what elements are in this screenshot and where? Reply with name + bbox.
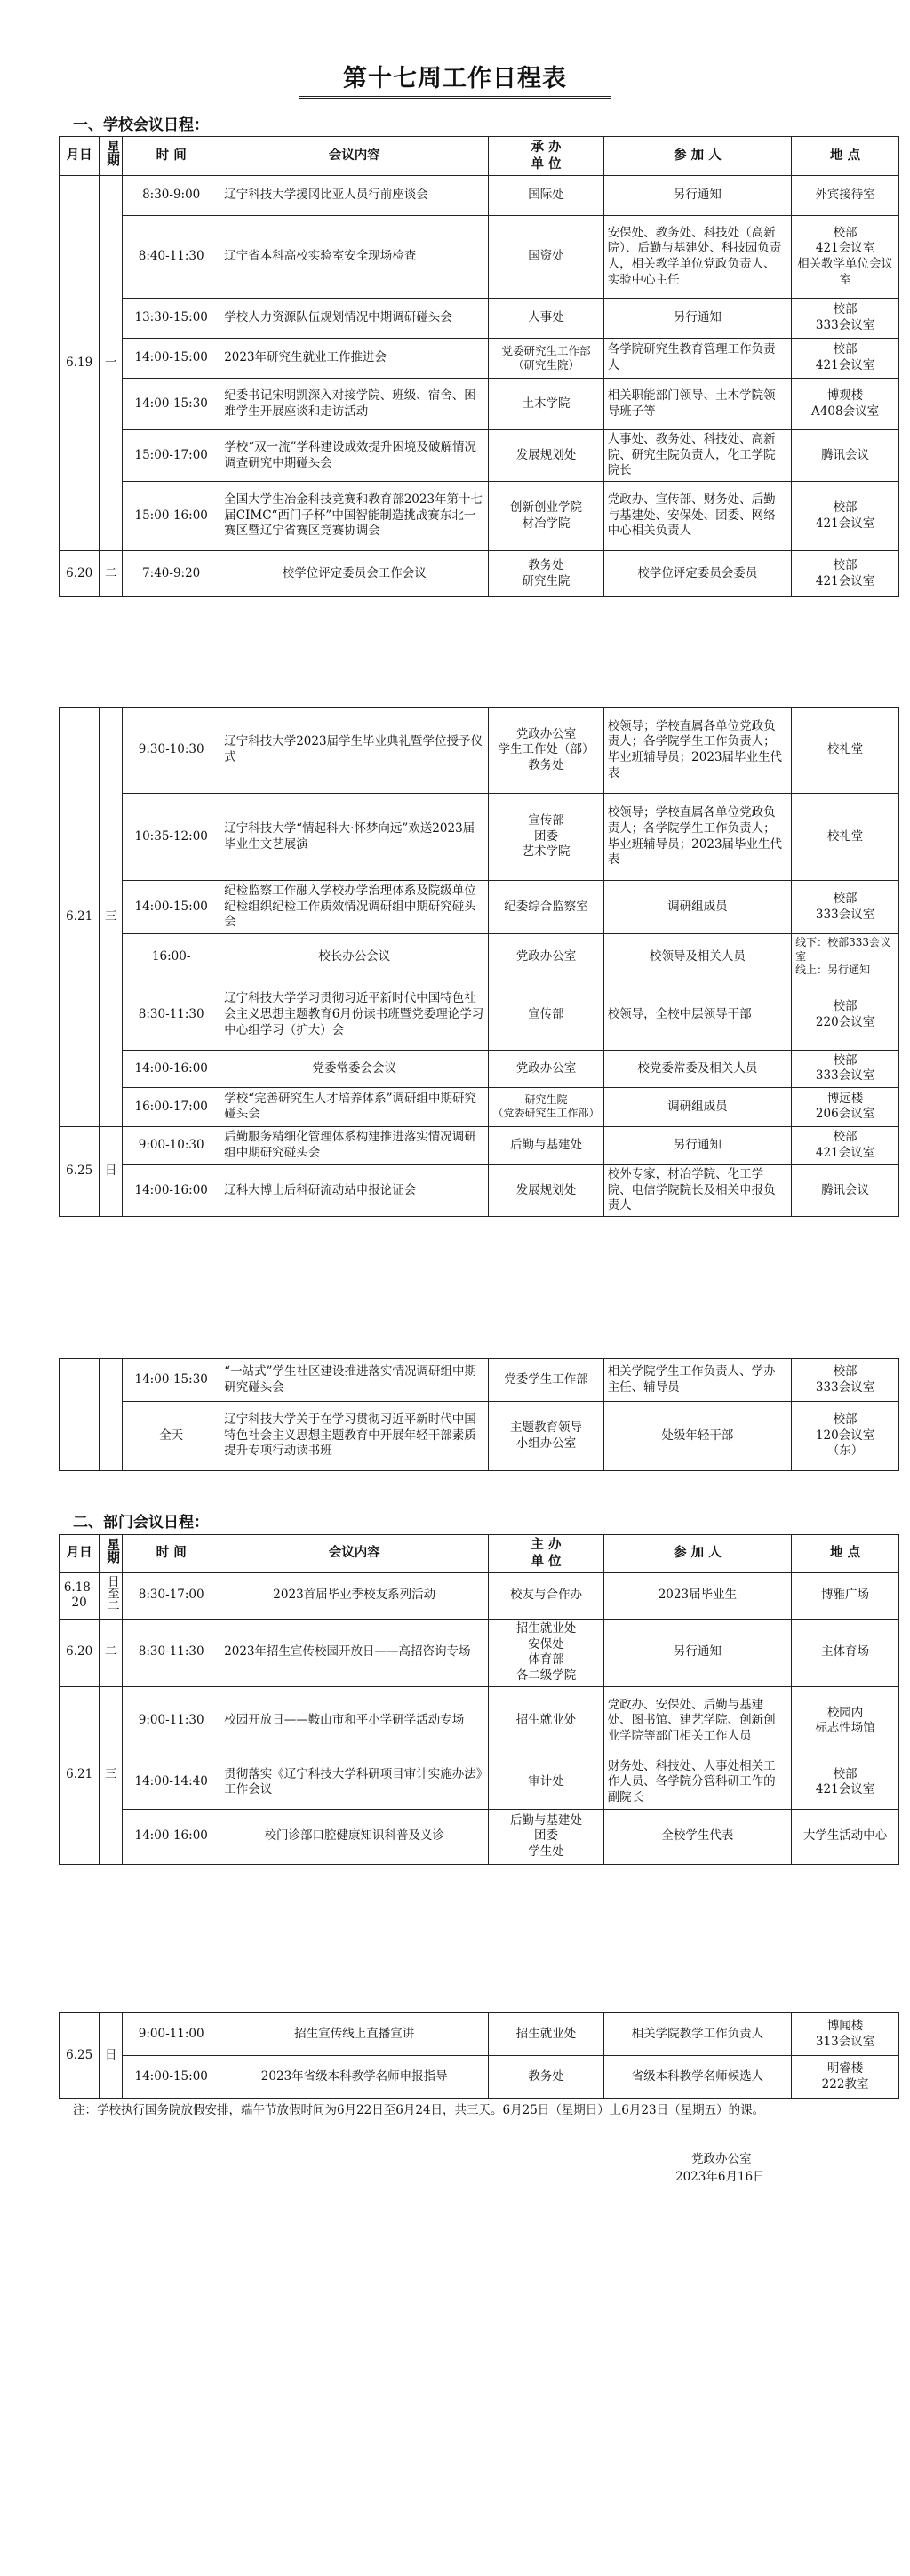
date-cell: 6.19	[60, 176, 100, 551]
location-cell: 校部 333会议室	[792, 1050, 899, 1087]
date-cell	[60, 1359, 100, 1471]
host-cell: 国际处	[489, 176, 603, 216]
location-cell: 腾讯会议	[792, 430, 899, 482]
time-cell: 14:00-15:00	[123, 2056, 220, 2099]
time-cell: 8:30-9:00	[123, 176, 220, 216]
location-cell: 明睿楼 222教室	[792, 2056, 899, 2099]
date-cell: 6.20	[60, 1619, 100, 1686]
host-cell: 党委研究生工作部（研究生院）	[489, 339, 603, 379]
content-cell: 2023年招生宣传校园开放日——高招咨询专场	[220, 1619, 489, 1686]
time-cell: 8:40-11:30	[123, 216, 220, 299]
weekday-cell	[100, 1359, 123, 1471]
host-cell: 教务处 研究生院	[489, 551, 603, 597]
time-cell: 7:40-9:20	[123, 551, 220, 597]
weekday-cell: 日	[100, 2013, 123, 2099]
host-cell: 教务处	[489, 2056, 603, 2099]
weekday-cell: 三	[100, 1686, 123, 1864]
time-cell: 15:00-16:00	[123, 482, 220, 551]
content-cell: 辽宁科技大学援冈比亚人员行前座谈会	[220, 176, 489, 216]
location-cell: 校部 421会议室	[792, 339, 899, 379]
dept-schedule-table-1	[59, 1534, 899, 1865]
content-cell: 纪检监察工作融入学校办学治理体系及院级单位纪检组织纪检工作质效情况调研组中期研究碰头会	[220, 881, 489, 934]
participants-cell: 全校学生代表	[603, 1809, 791, 1864]
content-cell: 学校人力资源队伍规划情况中期调研碰头会	[220, 299, 489, 339]
content-cell: 辽宁科技大学“情起科大·怀梦向远”欢送2023届毕业生文艺展演	[220, 794, 489, 881]
time-cell: 8:30-11:30	[123, 1619, 220, 1686]
host-cell: 招生就业处	[489, 2013, 603, 2056]
date-cell: 6.25	[60, 2013, 100, 2099]
time-cell: 14:00-16:00	[123, 1164, 220, 1216]
participants-cell: 另行通知	[603, 1126, 791, 1164]
content-cell: 招生宣传线上直播宣讲	[220, 2013, 489, 2056]
participants-cell: 处级年轻干部	[603, 1402, 791, 1471]
header-host: 承 办 单 位	[489, 137, 603, 176]
host-cell: 审计处	[489, 1756, 603, 1809]
date-cell: 6.18-20	[60, 1572, 100, 1619]
host-cell: 发展规划处	[489, 430, 603, 482]
school-section-heading: 一、学校会议日程：	[73, 116, 209, 134]
host-cell: 宣传部	[489, 980, 603, 1050]
content-cell: 辽宁科技大学关于在学习贯彻习近平新时代中国特色社会主义思想主题教育中开展年轻干部素质提升专项行动读书班	[220, 1402, 489, 1471]
time-cell: 9:30-10:30	[123, 708, 220, 794]
school-schedule-table-3	[59, 1358, 899, 1471]
content-cell: 辽科大博士后科研流动站申报论证会	[220, 1164, 489, 1216]
time-cell: 16:00-17:00	[123, 1087, 220, 1126]
time-cell: 14:00-14:40	[123, 1756, 220, 1809]
location-cell: 校部 421会议室	[792, 482, 899, 551]
header-location: 地 点	[792, 1535, 899, 1573]
header-weekday: 星期	[100, 1535, 123, 1573]
date-cell: 6.21	[60, 1686, 100, 1864]
participants-cell: 校学位评定委员会委员	[603, 551, 791, 597]
location-cell: 线下：校部333会议室 线上：另行通知	[792, 934, 899, 980]
content-cell: 纪委书记宋明凯深入对接学院、班级、宿舍、困难学生开展座谈和走访活动	[220, 379, 489, 430]
location-cell: 校部 421会议室	[792, 551, 899, 597]
location-cell: 大学生活动中心	[792, 1809, 899, 1864]
time-cell: 14:00-15:30	[123, 379, 220, 430]
participants-cell: 相关职能部门领导、土木学院领导班子等	[603, 379, 791, 430]
participants-cell: 校领导及相关人员	[603, 934, 791, 980]
content-cell: 辽宁科技大学2023届学生毕业典礼暨学位授予仪式	[220, 708, 489, 794]
header-content: 会议内容	[220, 137, 489, 176]
host-cell: 校友与合作办	[489, 1572, 603, 1619]
participants-cell: 校党委常委及相关人员	[603, 1050, 791, 1087]
host-cell: 国资处	[489, 216, 603, 299]
host-cell: 党委学生工作部	[489, 1359, 603, 1402]
footnote: 注：学校执行国务院放假安排，端午节放假时间为6月22日至6月24日，共三天。6月25日（星期日）上6月23日（星期五）的课。	[73, 2103, 765, 2117]
time-cell: 13:30-15:00	[123, 299, 220, 339]
content-cell: 学校“完善研究生人才培养体系”调研组中期研究碰头会	[220, 1087, 489, 1126]
content-cell: 辽宁科技大学学习贯彻习近平新时代中国特色社会主义思想主题教育6月份读书班暨党委理论学习中心组学习（扩大）会	[220, 980, 489, 1050]
header-weekday: 星期	[100, 137, 123, 176]
participants-cell: 另行通知	[603, 1619, 791, 1686]
participants-cell: 党政办、安保处、后勤与基建处、图书馆、建艺学院、创新创业学院等部门相关工作人员	[603, 1686, 791, 1756]
time-cell: 14:00-15:00	[123, 339, 220, 379]
time-cell: 全天	[123, 1402, 220, 1471]
time-cell: 9:00-11:00	[123, 2013, 220, 2056]
host-cell: 创新创业学院 材冶学院	[489, 482, 603, 551]
content-cell: 全国大学生冶金科技竞赛和教育部2023年第十七届CIMC“西门子杯”中国智能制造挑战赛东北一赛区暨辽宁省赛区竞赛协调会	[220, 482, 489, 551]
dept-schedule-table-2	[59, 2012, 899, 2099]
location-cell: 博观楼 A408会议室	[792, 379, 899, 430]
host-cell: 发展规划处	[489, 1164, 603, 1216]
content-cell: 党委常委会会议	[220, 1050, 489, 1087]
content-cell: 后勤服务精细化管理体系构建推进落实情况调研组中期研究碰头会	[220, 1126, 489, 1164]
header-content: 会议内容	[220, 1535, 489, 1573]
content-cell: 校门诊部口腔健康知识科普及义诊	[220, 1809, 489, 1864]
participants-cell: 调研组成员	[603, 881, 791, 934]
page-title: 第十七周工作日程表	[343, 65, 567, 92]
header-participants: 参 加 人	[603, 1535, 791, 1573]
signature-date: 2023年6月16日	[675, 2170, 765, 2184]
date-cell: 6.21	[60, 708, 100, 1127]
signature-office: 党政办公室	[691, 2152, 752, 2166]
participants-cell: 校领导；学校直属各单位党政负责人；各学院学生工作负责人；毕业班辅导员；2023届毕业生代表	[603, 708, 791, 794]
school-schedule-table-1	[59, 136, 899, 597]
header-date: 月日	[60, 1535, 100, 1573]
host-cell: 党政办公室	[489, 934, 603, 980]
header-location: 地 点	[792, 137, 899, 176]
header-time: 时 间	[123, 1535, 220, 1573]
weekday-cell: 三	[100, 708, 123, 1127]
date-cell: 6.25	[60, 1126, 100, 1216]
content-cell: 校长办公会议	[220, 934, 489, 980]
title-underline	[299, 96, 611, 99]
time-cell: 10:35-12:00	[123, 794, 220, 881]
header-time: 时 间	[123, 137, 220, 176]
weekday-cell: 二	[100, 1619, 123, 1686]
time-cell: 9:00-10:30	[123, 1126, 220, 1164]
time-cell: 8:30-11:30	[123, 980, 220, 1050]
content-cell: 校学位评定委员会工作会议	[220, 551, 489, 597]
participants-cell: 校领导，全校中层领导干部	[603, 980, 791, 1050]
host-cell: 纪委综合监察室	[489, 881, 603, 934]
host-cell: 后勤与基建处 团委 学生处	[489, 1809, 603, 1864]
location-cell: 校部 333会议室	[792, 1359, 899, 1402]
location-cell: 校部 333会议室	[792, 299, 899, 339]
host-cell: 党政办公室	[489, 1050, 603, 1087]
location-cell: 校部 421会议室	[792, 1756, 899, 1809]
school-schedule-table-2	[59, 707, 899, 1217]
location-cell: 校礼堂	[792, 794, 899, 881]
participants-cell: 校领导；学校直属各单位党政负责人；各学院学生工作负责人；毕业班辅导员；2023届毕业生代表	[603, 794, 791, 881]
participants-cell: 财务处、科技处、人事处相关工作人员、各学院分管科研工作的副院长	[603, 1756, 791, 1809]
content-cell: 2023年研究生就业工作推进会	[220, 339, 489, 379]
host-cell: 土木学院	[489, 379, 603, 430]
date-cell: 6.20	[60, 551, 100, 597]
location-cell: 校部 421会议室 相关教学单位会议室	[792, 216, 899, 299]
host-cell: 招生就业处	[489, 1686, 603, 1756]
content-cell: 辽宁省本科高校实验室安全现场检查	[220, 216, 489, 299]
location-cell: 外宾接待室	[792, 176, 899, 216]
participants-cell: 校外专家，材冶学院、化工学院、电信学院院长及相关申报负责人	[603, 1164, 791, 1216]
dept-section-heading: 二、部门会议日程：	[73, 1514, 209, 1532]
host-cell: 招生就业处 安保处 体育部 各二级学院	[489, 1619, 603, 1686]
time-cell: 8:30-17:00	[123, 1572, 220, 1619]
host-cell: 研究生院 （党委研究生工作部）	[489, 1087, 603, 1126]
participants-cell: 相关学院学生工作负责人、学办主任、辅导员	[603, 1359, 791, 1402]
content-cell: 2023年省级本科教学名师申报指导	[220, 2056, 489, 2099]
location-cell: 校礼堂	[792, 708, 899, 794]
location-cell: 博闻楼 313会议室	[792, 2013, 899, 2056]
location-cell: 校部 220会议室	[792, 980, 899, 1050]
weekday-cell: 一	[100, 176, 123, 551]
participants-cell: 相关学院教学工作负责人	[603, 2013, 791, 2056]
weekday-cell: 日	[100, 1126, 123, 1216]
content-cell: 2023首届毕业季校友系列活动	[220, 1572, 489, 1619]
host-cell: 主题教育领导 小组办公室	[489, 1402, 603, 1471]
location-cell: 腾讯会议	[792, 1164, 899, 1216]
time-cell: 9:00-11:30	[123, 1686, 220, 1756]
participants-cell: 安保处、教务处、科技处（高新院）、后勤与基建处、科技园负责人，相关教学单位党政负责人、实验中心主任	[603, 216, 791, 299]
time-cell: 14:00-16:00	[123, 1809, 220, 1864]
participants-cell: 另行通知	[603, 176, 791, 216]
participants-cell: 人事处、教务处、科技处、高新院、研究生院负责人，化工学院院长	[603, 430, 791, 482]
time-cell: 15:00-17:00	[123, 430, 220, 482]
content-cell: 贯彻落实《辽宁科技大学科研项目审计实施办法》工作会议	[220, 1756, 489, 1809]
location-cell: 校部 120会议室 （东）	[792, 1402, 899, 1471]
host-cell: 人事处	[489, 299, 603, 339]
time-cell: 16:00-	[123, 934, 220, 980]
host-cell: 宣传部 团委 艺术学院	[489, 794, 603, 881]
location-cell: 校部 333会议室	[792, 881, 899, 934]
participants-cell: 调研组成员	[603, 1087, 791, 1126]
location-cell: 校园内 标志性场馆	[792, 1686, 899, 1756]
host-cell: 党政办公室 学生工作处（部） 教务处	[489, 708, 603, 794]
weekday-cell: 日至二	[100, 1572, 123, 1619]
participants-cell: 省级本科教学名师候选人	[603, 2056, 791, 2099]
content-cell: 学校“双一流”学科建设成效提升困境及破解情况调查研究中期碰头会	[220, 430, 489, 482]
time-cell: 14:00-16:00	[123, 1050, 220, 1087]
host-cell: 后勤与基建处	[489, 1126, 603, 1164]
header-participants: 参 加 人	[603, 137, 791, 176]
participants-cell: 2023届毕业生	[603, 1572, 791, 1619]
weekday-cell: 二	[100, 551, 123, 597]
time-cell: 14:00-15:30	[123, 1359, 220, 1402]
participants-cell: 另行通知	[603, 299, 791, 339]
content-cell: “一站式”学生社区建设推进落实情况调研组中期研究碰头会	[220, 1359, 489, 1402]
location-cell: 博远楼 206会议室	[792, 1087, 899, 1126]
content-cell: 校园开放日——鞍山市和平小学研学活动专场	[220, 1686, 489, 1756]
participants-cell: 各学院研究生教育管理工作负责人	[603, 339, 791, 379]
location-cell: 校部 421会议室	[792, 1126, 899, 1164]
header-date: 月日	[60, 137, 100, 176]
location-cell: 主体育场	[792, 1619, 899, 1686]
location-cell: 博雅广场	[792, 1572, 899, 1619]
time-cell: 14:00-15:00	[123, 881, 220, 934]
header-host: 主 办 单 位	[489, 1535, 603, 1573]
participants-cell: 党政办、宣传部、财务处、后勤与基建处、安保处、团委、网络中心相关负责人	[603, 482, 791, 551]
